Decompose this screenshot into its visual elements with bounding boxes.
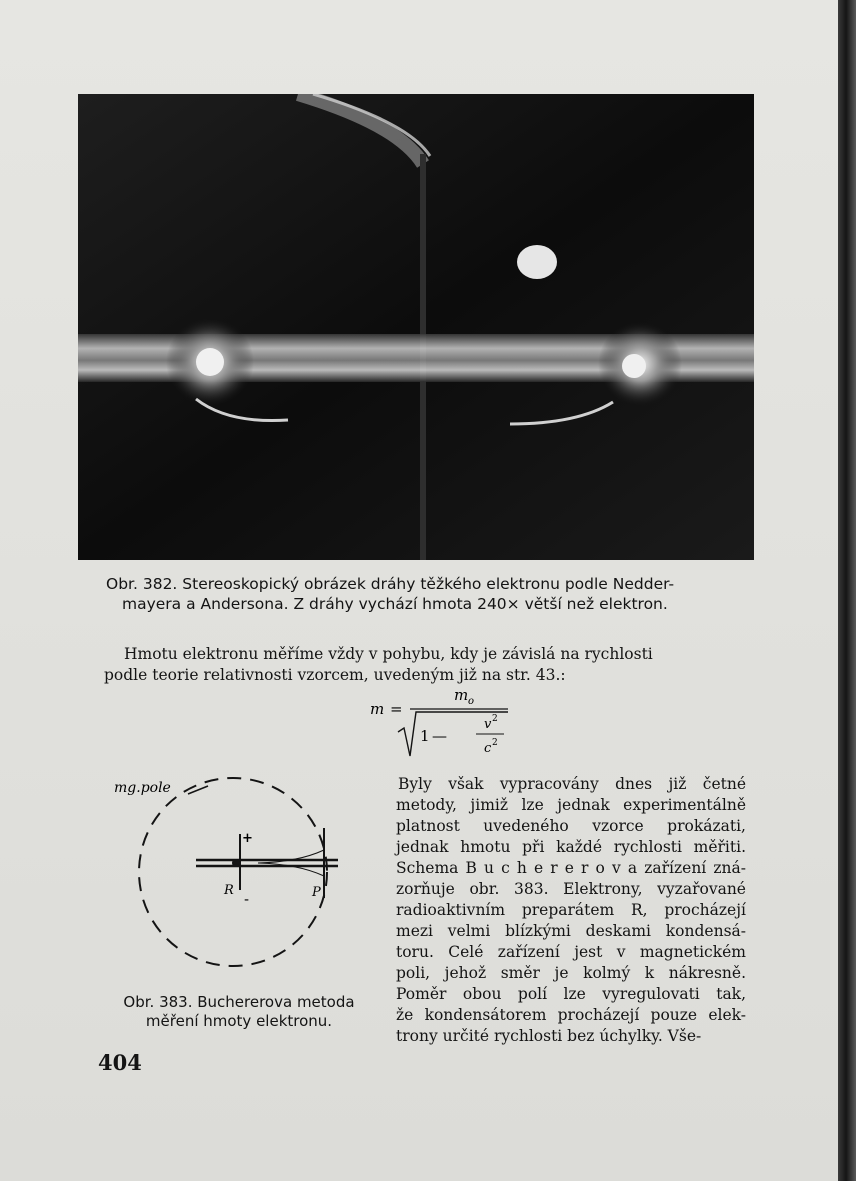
label-magnetic-field: mg.pole [114,780,171,796]
text-line: radioaktivním preparátem R, procházejí [396,901,746,919]
text-line: že kondensátorem procházejí pouze elek- [396,1006,746,1024]
text-line: mezi velmi blízkými deskami kondensá- [396,922,746,940]
text-line: metody, jimiž lze jednak experimentálně [396,796,746,814]
formula-c: c [484,741,492,756]
label-R: R [224,883,234,898]
formula-one: 1 [420,727,430,745]
figure-382-caption [106,574,756,614]
formula-c-exp: 2 [492,738,498,748]
formula-minus: — [432,727,447,745]
text-line: Schema B u c h e r e r o v a zařízení zná- [396,859,746,877]
paragraph-line: Hmotu elektronu měříme vždy v pohybu, kdy je závislá na rychlosti [124,645,653,663]
text-line: jednak hmotu při každé rychlosti měřiti. [396,838,746,856]
body-paragraph [104,644,754,686]
caption-line: Obr. 382. Stereoskopický obrázek dráhy těžkého elektronu podle Nedder- [106,575,675,593]
formula-v: v [484,717,492,732]
text-line: toru. Celé zařízení jest v magnetickém [396,943,746,961]
caption-line: mayera a Andersona. Z dráhy vychází hmota 240× větší než elektron. [122,595,668,613]
formula-numerator-sub: o [468,696,475,707]
label-minus: - [244,892,250,908]
text-line: Byly však vypracovány dnes již četné [398,775,746,793]
text-line: trony určité rychlosti bez úchylky. Vše- [396,1027,702,1045]
formula-numerator: m [454,686,469,704]
text-line: poli, jehož směr je kolmý k nákresně. [396,964,746,982]
bucherer-diagram [108,772,358,982]
text-line: Poměr obou polí lze vyregulovati tak, [396,985,746,1003]
label-P: P [312,885,321,900]
text-line: platnost uvedeného vzorce prokázati, [396,817,746,835]
right-column-text [396,774,746,1047]
book-spine [838,0,856,1181]
relativistic-mass-formula [370,684,520,764]
stereoscopic-photo [78,94,754,560]
formula-v-exp: 2 [492,714,498,724]
caption-line: Obr. 383. Buchererova metoda [123,993,355,1011]
label-plus: + [242,831,253,846]
figure-383-caption [96,993,382,1031]
formula-lhs: m [370,700,385,718]
formula-equals: = [390,700,403,718]
caption-line: měření hmoty elektronu. [145,1012,333,1030]
paragraph-line: podle teorie relativnosti vzorcem, uvedeným již na str. 43.: [104,666,566,684]
page-number: 404 [98,1050,142,1075]
text-line: zorňuje obr. 383. Elektrony, vyzařované [396,880,746,898]
